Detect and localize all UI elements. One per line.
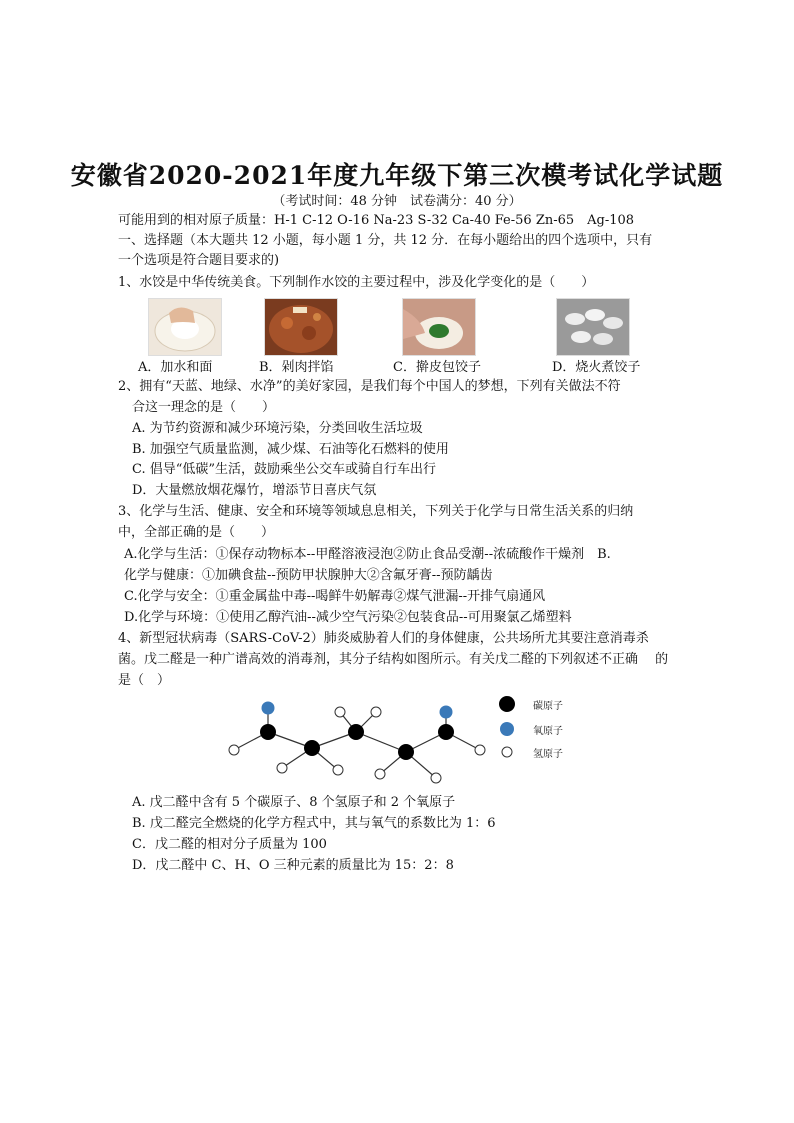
hydrogen-atom — [375, 769, 385, 779]
q4-option-d: D．戊二醛中 C、H、O 三种元素的质量比为 15：2：8 — [132, 858, 454, 873]
legend-oxygen-swatch — [500, 722, 514, 736]
q2-stem-line1: 2、拥有“天蓝、地绿、水净”的美好家园，是我们每个中国人的梦想，下列有关做法不符 — [118, 379, 621, 394]
atoms — [229, 702, 485, 784]
oxygen-atom — [262, 702, 275, 715]
q1-stem: 1、水饺是中华传统美食。下列制作水饺的主要过程中，涉及化学变化的是（ ） — [118, 275, 595, 290]
q4-option-a: A. 戊二醛中含有 5 个碳原子、8 个氢原子和 2 个氧原子 — [132, 795, 456, 810]
q3-option-d: D.化学与环境：①使用乙醇汽油--减少空气污染②包装食品--可用聚氯乙烯塑料 — [124, 610, 572, 625]
q4-option-c: C．戊二醛的相对分子质量为 100 — [132, 837, 327, 852]
exam-subtitle: （考试时间：48 分钟 试卷满分：40 分） — [272, 194, 522, 209]
carbon-atom — [398, 744, 414, 760]
q2-option-d: D．大量燃放烟花爆竹，增添节日喜庆气氛 — [132, 483, 377, 498]
q2-option-b: B. 加强空气质量监测，减少煤、石油等化石燃料的使用 — [132, 442, 449, 457]
section1-line1: 一、选择题（本大题共 12 小题，每小题 1 分，共 12 分．在每小题给出的四个选项中，只有 — [118, 233, 653, 248]
q1-image-c — [402, 298, 476, 356]
legend-carbon: 碳原子 — [533, 701, 563, 712]
q3-option-b: 化学与健康：①加碘食盐--预防甲状腺肿大②含氟牙膏--预防龋齿 — [124, 568, 493, 583]
oxygen-atom — [440, 706, 453, 719]
q1-option-a: A．加水和面 — [138, 360, 213, 375]
atomic-masses: 可能用到的相对原子质量：H-1 C-12 O-16 Na-23 S-32 Ca-40 Fe-56 Zn-65 Ag-108 — [118, 213, 635, 228]
hydrogen-atom — [333, 765, 343, 775]
legend-hydrogen-swatch — [502, 747, 512, 757]
q3-option-c: C.化学与安全：①重金属盐中毒--喝鲜牛奶解毒②煤气泄漏--开排气扇通风 — [124, 589, 546, 604]
q4-stem-line1: 4、新型冠状病毒（SARS-CoV-2）肺炎威胁着人们的身体健康，公共场所尤其要注意消毒杀 — [118, 631, 649, 646]
q2-stem-line2: 合这一理念的是（ ） — [132, 400, 276, 415]
carbon-atom — [348, 724, 364, 740]
q4-option-b: B. 戊二醛完全燃烧的化学方程式中，其与氧气的系数比为 1：6 — [132, 816, 496, 831]
q1-option-c: C．擀皮包饺子 — [393, 360, 481, 375]
q1-option-b: B．剁肉拌馅 — [259, 360, 334, 375]
carbon-atom — [438, 724, 454, 740]
q3-stem-line1: 3、化学与生活、健康、安全和环境等领域息息相关，下列关于化学与日常生活关系的归纳 — [118, 504, 634, 519]
hydrogen-atom — [229, 745, 239, 755]
q4-stem-line2: 菌。戊二醛是一种广谱高效的消毒剂，其分子结构如图所示。有关戊二醛的下列叙述不正确 的 — [118, 652, 669, 667]
carbon-atom — [304, 740, 320, 756]
bonds — [234, 708, 480, 778]
q3-option-a: A.化学与生活：①保存动物标本--甲醛溶液浸泡②防止食品受潮--浓硫酸作干燥剂 B. — [124, 547, 611, 562]
q1-image-d — [556, 298, 630, 356]
hydrogen-atom — [475, 745, 485, 755]
hydrogen-atom — [277, 763, 287, 773]
q1-image-b — [264, 298, 338, 356]
hydrogen-atom — [431, 773, 441, 783]
legend-hydrogen: 氢原子 — [533, 749, 563, 760]
q2-option-c: C. 倡导“低碳”生活，鼓励乘坐公交车或骑自行车出行 — [132, 462, 437, 477]
q1-option-d: D．烧火煮饺子 — [552, 360, 641, 375]
hydrogen-atom — [371, 707, 381, 717]
legend-oxygen: 氧原子 — [533, 726, 563, 737]
q2-option-a: A. 为节约资源和减少环境污染，分类回收生活垃圾 — [132, 421, 423, 436]
legend-carbon-swatch — [499, 696, 515, 712]
q1-image-a — [148, 298, 222, 356]
q3-stem-line2: 中，全部正确的是（ ） — [118, 525, 275, 540]
carbon-atom — [260, 724, 276, 740]
hydrogen-atom — [335, 707, 345, 717]
section1-line2: 一个选项是符合题目要求的) — [118, 253, 280, 268]
exam-title: 安徽省2020-2021年度九年级下第三次模考试化学试题 — [70, 161, 724, 190]
q4-stem-line3: 是（ ） — [118, 673, 171, 688]
